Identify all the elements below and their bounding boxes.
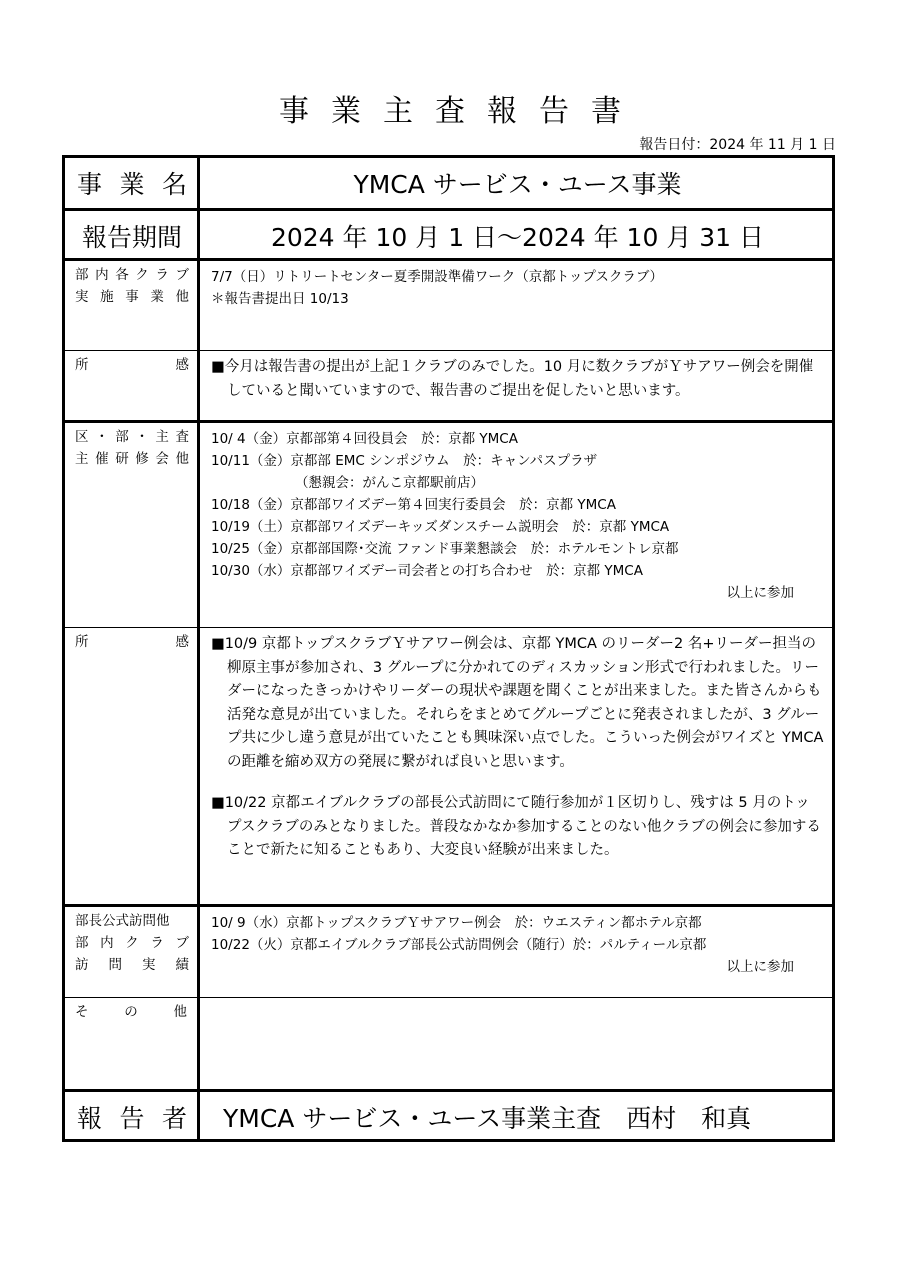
- visits-label: 部長公式訪問他 部 内 ク ラ ブ 訪 問 実 績: [65, 907, 200, 1000]
- event-line: （懇親会：がんこ京都駅前店）: [295, 475, 484, 491]
- impression2-paragraph1: ■10/9 京都トップスクラブＹサアワー例会は、京都 YMCA のリーダー2 名+リーダー担当の柳原主事が参加され、3 グループに分かれてのディスカッション形式で行われました。リーダーになったきっかけやリーダーの現状や課題を聞くことが出来ました。また皆さんからも活発な意見が出ていました。それらをまとめてグループごとに発表されましたが、3 グループ共に少し違う意見が出ていたことも興味深い点でした。こういった例会がワイズと YMCA の距離を縮め双方の発展に繋がれば良いと思います。: [211, 636, 824, 770]
- event-line: 10/30（水）京都部ワイズデー司会者との打ち合わせ 於：京都 YMCA: [211, 563, 643, 579]
- district-events-label: 区 ・ 部 ・ 主 査 主 催 研 修 会 他: [65, 423, 200, 630]
- impression1-content: [203, 351, 832, 426]
- business-row: [65, 158, 832, 208]
- attendance-note: 以上に参加: [726, 585, 794, 601]
- club-events-row: [65, 258, 832, 353]
- other-content: [203, 998, 832, 1095]
- reporter-value: YMCA サービス・ユース事業主査 西村 和真: [223, 1104, 752, 1133]
- visit-line: 10/ 9（水）京都トップスクラブＹサアワー例会 於：ウエスティン都ホテル京都: [211, 915, 702, 931]
- visits-row: [65, 904, 832, 1000]
- impression2-content: [203, 628, 832, 910]
- visits-content: [203, 907, 832, 1005]
- report-table: [62, 155, 835, 1142]
- impression2-row: [65, 627, 832, 905]
- event-line: 10/19（土）京都部ワイズデーキッズダンスチーム説明会 於：京都 YMCA: [211, 519, 670, 535]
- impression1-row: [65, 350, 832, 421]
- attendance-note: 以上に参加: [726, 959, 794, 975]
- impression1-text: ■今月は報告書の提出が上記１クラブのみでした。10 月に数クラブがＹサアワー例会を開催していると聞いていますので、報告書のご提出を促したいと思います。: [211, 359, 814, 399]
- period-row: [65, 208, 832, 260]
- document-title: 事業主査報告書: [279, 94, 643, 129]
- visit-line: 10/22（火）京都エイブルクラブ部長公式訪問例会（随行）於：パルティール京都: [211, 937, 707, 953]
- reporter-row: [65, 1089, 832, 1142]
- event-line: ＊報告書提出日 10/13: [211, 291, 349, 307]
- event-line: 10/25（金）京都部国際･交流 ファンド事業懇談会 於：ホテルモントレ京都: [211, 541, 679, 557]
- other-row: [65, 997, 832, 1090]
- impression1-label: 所 感: [65, 351, 200, 421]
- event-line: 10/11（金）京都部 EMC シンポジウム 於：キャンパスプラザ: [211, 453, 598, 469]
- business-label: 事 業 名: [65, 158, 200, 208]
- club-events-content: [203, 261, 832, 358]
- event-line: 7/7（日）リトリートセンター夏季開設準備ワーク（京都トップスクラブ）: [211, 269, 663, 285]
- report-date: 報告日付：2024 年 11 月 1 日: [639, 137, 836, 153]
- other-label: そ の 他: [65, 998, 200, 1090]
- district-events-row: [65, 420, 832, 630]
- club-events-label: 部 内 各 ク ラ ブ 実 施 事 業 他: [65, 261, 200, 353]
- district-events-content: [203, 423, 832, 635]
- event-line: 10/ 4（金）京都部第４回役員会 於：京都 YMCA: [211, 431, 518, 447]
- impression2-paragraph2: ■10/22 京都エイブルクラブの部長公式訪問にて随行参加が１区切りし、残すは 5 月のトップスクラブのみとなりました。普段なかなか参加することのない他クラブの例会に参加することで新たに知ることもあり、大変良い経験が出来ました。: [211, 795, 821, 858]
- impression2-label: 所 感: [65, 628, 200, 905]
- period-label: 報告期間: [65, 211, 200, 260]
- reporter-label: 報 告 者: [65, 1092, 200, 1142]
- event-line: 10/18（金）京都部ワイズデー第４回実行委員会 於：京都 YMCA: [211, 497, 616, 513]
- business-value: YMCA サービス・ユース事業: [353, 170, 682, 199]
- period-value: 2024 年 10 月 1 日～2024 年 10 月 31 日: [270, 222, 765, 252]
